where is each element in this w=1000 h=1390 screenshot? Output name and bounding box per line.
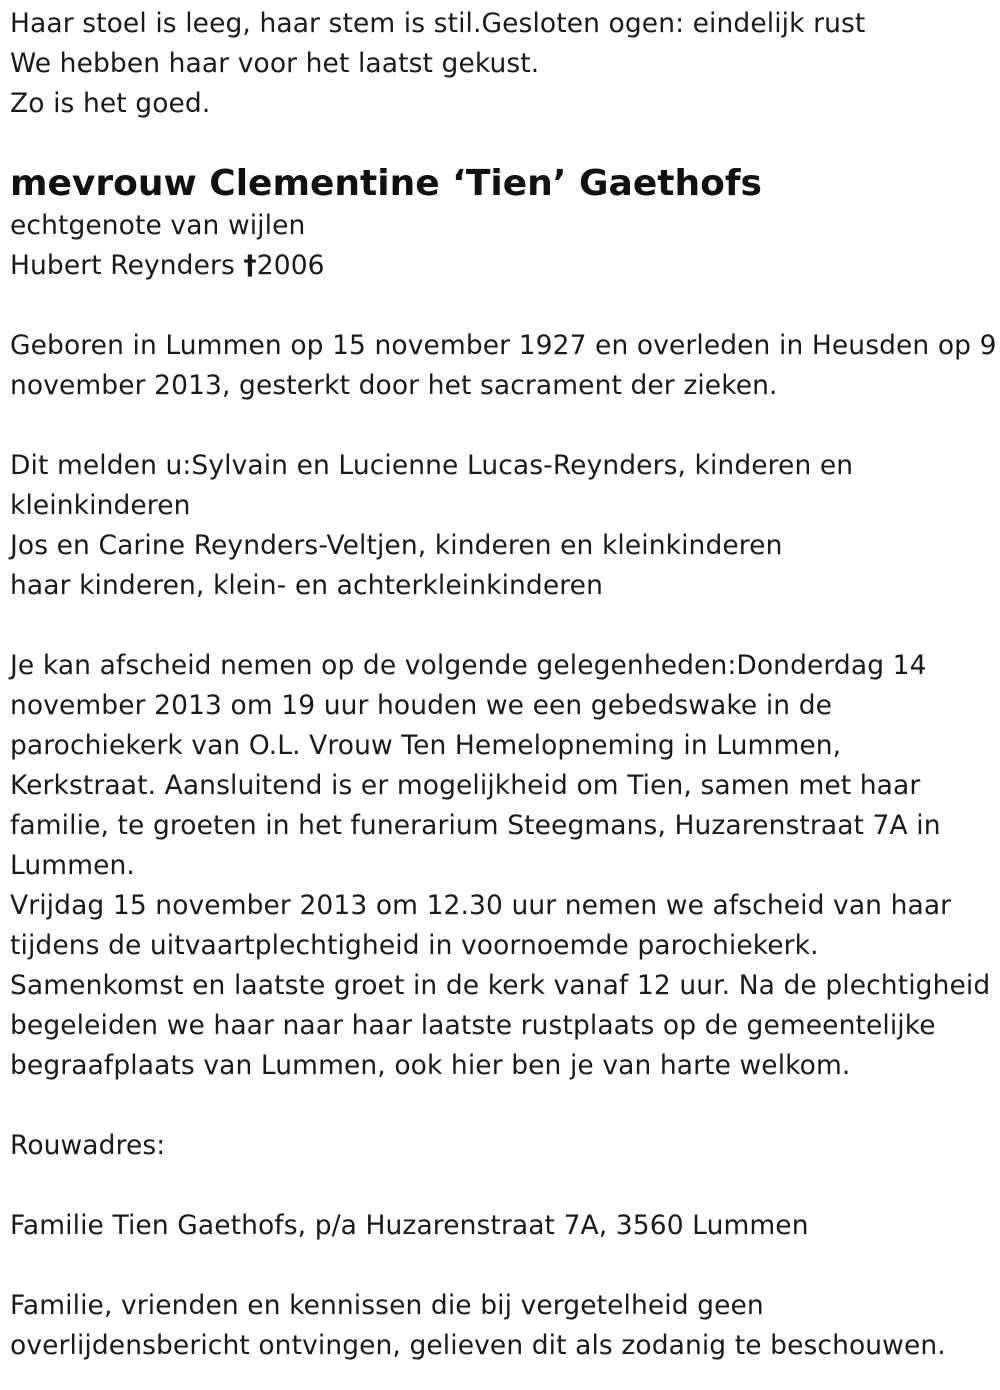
paragraph-line: overlijdensbericht ontvingen, gelieven dit als zodanig te beschouwen. [10,1330,946,1361]
paragraph-line: kleinkinderen [10,490,191,521]
paragraph-line: Vrijdag 15 november 2013 om 12.30 uur nemen we afscheid van haar [10,890,952,921]
announcers-paragraph [10,446,990,606]
cross-icon: † [243,250,257,281]
spacer [10,286,990,326]
poem-line: Haar stoel is leeg, haar stem is stil.Gesloten ogen: eindelijk rust [10,8,866,39]
spouse-info [10,206,990,286]
paragraph-line: parochiekerk van O.L. Vrouw Ten Hemelopneming in Lummen, [10,730,842,761]
spacer [10,1246,990,1286]
spacer [10,606,990,646]
paragraph-line: Lummen. [10,850,135,881]
spacer [10,1166,990,1206]
paragraph-line: Samenkomst en laatste groet in de kerk vanaf 12 uur. Na de plechtigheid [10,970,991,1001]
paragraph-line: Familie, vrienden en kennissen die bij vergetelheid geen [10,1290,764,1321]
address-value: Familie Tien Gaethofs, p/a Huzarenstraat 7A, 3560 Lummen [10,1210,809,1241]
birth-death-paragraph [10,326,997,406]
paragraph-line: Geboren in Lummen op 15 november 1927 en overleden in Heusden op 9 [10,330,997,361]
paragraph-line: begraafplaats van Lummen, ook hier ben je van harte welkom. [10,1050,851,1081]
relation-text: echtgenote van wijlen [10,210,306,241]
paragraph-line: Jos en Carine Reynders-Veltjen, kinderen en kleinkinderen [10,530,783,561]
paragraph-line: Kerkstraat. Aansluitend is er mogelijkheid om Tien, samen met haar [10,770,921,801]
spacer [10,1086,990,1126]
spacer [10,406,990,446]
paragraph-line: november 2013, gesterkt door het sacrament der zieken. [10,370,778,401]
spouse-line [10,246,990,286]
obituary-page [10,4,997,1366]
poem-line: Zo is het goed. [10,88,211,119]
closing-paragraph [10,1286,990,1366]
paragraph-line: Je kan afscheid nemen op de volgende gelegenheden:Donderdag 14 [10,650,927,681]
paragraph-line: tijdens de uitvaartplechtigheid in voornoemde parochiekerk. [10,930,819,961]
poem [10,4,990,124]
paragraph-line: haar kinderen, klein- en achterkleinkinderen [10,570,603,601]
spouse-name: Hubert Reynders [10,250,235,281]
deceased-name: mevrouw Clementine ‘Tien’ Gaethofs [10,163,762,204]
ceremony-paragraph [10,646,990,1086]
spouse-death-year: 2006 [256,250,325,281]
paragraph-line: begeleiden we haar naar haar laatste rustplaats op de gemeentelijke [10,1010,936,1041]
address-label: Rouwadres: [10,1130,166,1161]
poem-line: We hebben haar voor het laatst gekust. [10,48,540,79]
paragraph-line: Dit melden u:Sylvain en Lucienne Lucas-Reynders, kinderen en [10,450,854,481]
paragraph-line: november 2013 om 19 uur houden we een gebedswake in de [10,690,833,721]
paragraph-line: familie, te groeten in het funerarium Steegmans, Huzarenstraat 7A in [10,810,941,841]
